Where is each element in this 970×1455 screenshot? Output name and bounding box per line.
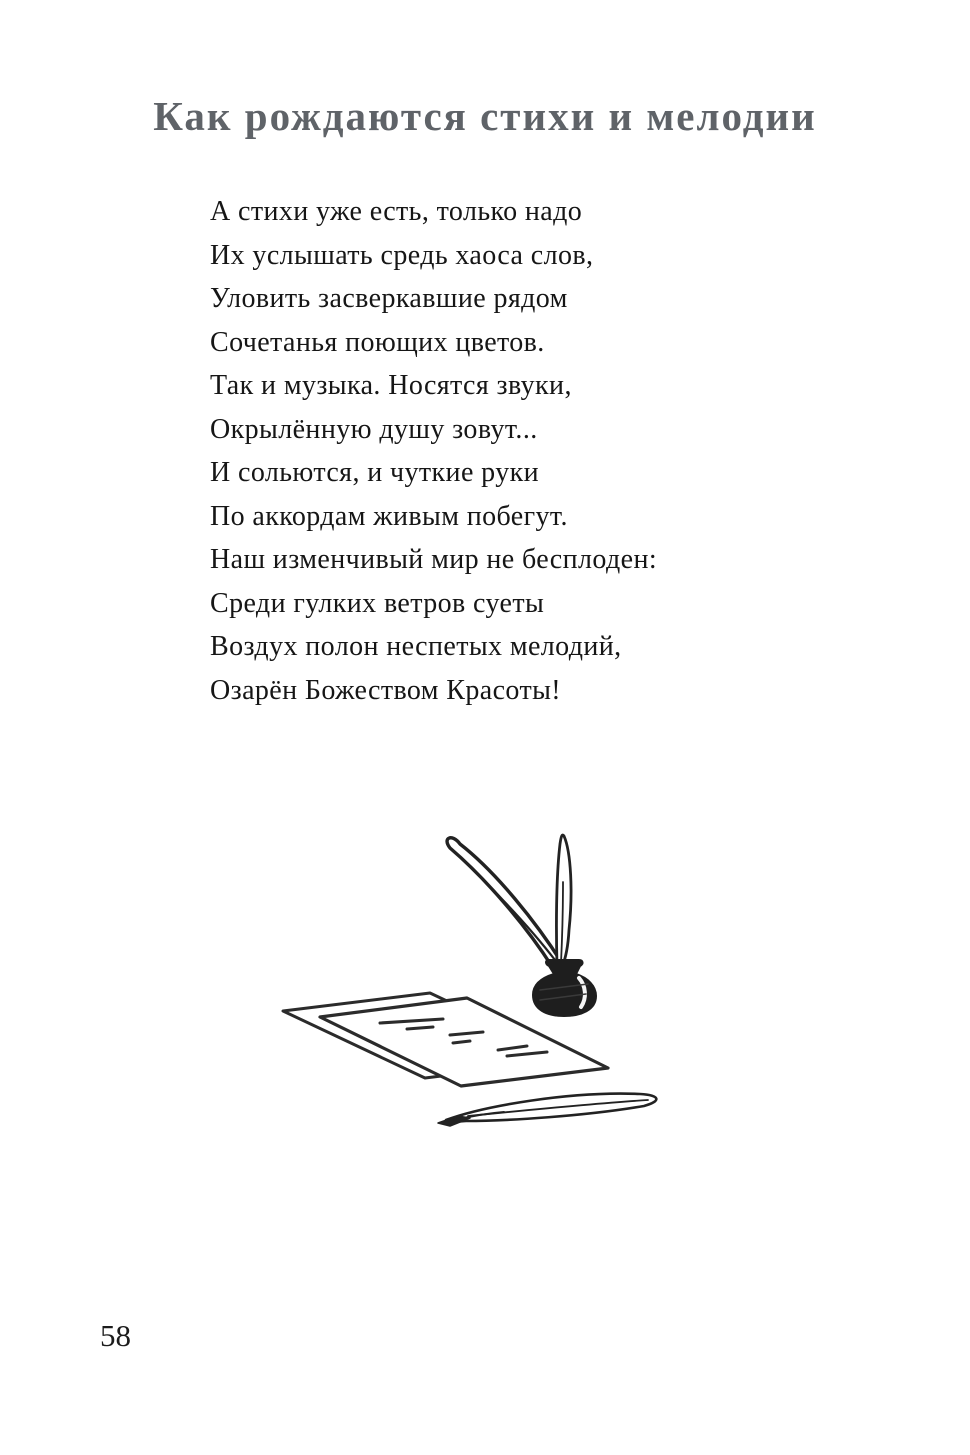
poem-text bbox=[210, 190, 770, 712]
poem-line: Уловить засверкавшие рядом bbox=[210, 283, 568, 314]
poem-line: Воздух полон неспетых мелодий, bbox=[210, 631, 622, 662]
large-feather bbox=[447, 838, 562, 968]
poem-line: Так и музыка. Носятся звуки, bbox=[210, 370, 572, 401]
inkwell bbox=[533, 960, 596, 1016]
poem-line: По аккордам живым побегут. bbox=[210, 500, 568, 532]
poem-line: И сольются, и чуткие руки bbox=[210, 457, 539, 488]
page-number: 58 bbox=[100, 1318, 131, 1353]
poem-line: Среди гулких ветров суеты bbox=[210, 587, 545, 619]
poem-line: Озарён Божеством Красоты! bbox=[210, 674, 562, 706]
quill-pen bbox=[438, 1094, 656, 1126]
page-title: Как рождаются стихи и мелодии bbox=[153, 93, 817, 139]
poem-line: Окрылённую душу зовут... bbox=[210, 413, 538, 445]
poem-line: А стихи уже есть, только надо bbox=[210, 196, 583, 227]
inkwell-and-paper-illustration bbox=[270, 820, 690, 1140]
small-feather bbox=[556, 835, 571, 967]
poem-line: Сочетанья поющих цветов. bbox=[210, 326, 545, 358]
poem-line: Наш изменчивый мир не бесплоден: bbox=[210, 544, 658, 575]
poem-line: Их услышать средь хаоса слов, bbox=[210, 239, 594, 271]
